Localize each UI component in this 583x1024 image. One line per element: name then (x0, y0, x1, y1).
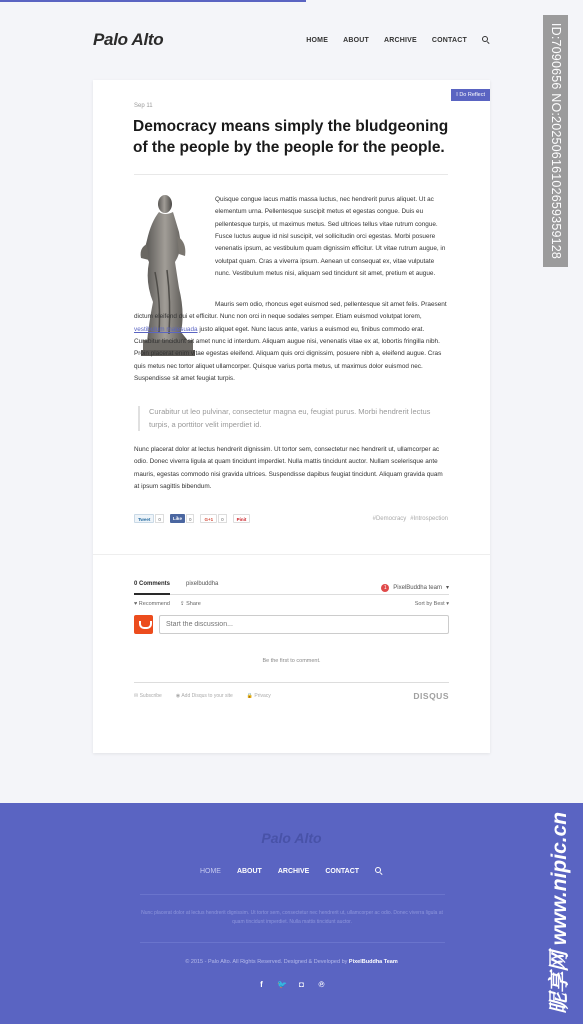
footer-divider (140, 894, 445, 895)
user-name[interactable]: PixelBuddha team (393, 584, 442, 591)
footer-nav-about[interactable]: ABOUT (236, 867, 262, 875)
instagram-icon[interactable]: ◘ (299, 980, 304, 989)
site-header (93, 28, 490, 54)
privacy-link[interactable] (247, 693, 271, 699)
tweet-button[interactable]: Tweet (134, 514, 154, 523)
add-disqus-label: Add Disqus to your site (181, 693, 233, 699)
tab-community[interactable]: pixelbuddha (186, 581, 219, 587)
mail-icon: ✉ (134, 693, 139, 699)
recommend-label: Recommend (138, 601, 170, 607)
category-badge[interactable]: I Do Reflect (451, 89, 490, 101)
post-title: Democracy means simply the bludgeoning of the people by the people for the people. (133, 118, 449, 156)
heart-icon: ♥ (134, 601, 138, 607)
post-paragraph-2 (134, 299, 448, 385)
tag-democracy[interactable]: #Democracy (372, 516, 407, 522)
disqus-comments (134, 581, 449, 701)
search-icon[interactable] (482, 36, 490, 44)
disqus-icon: ◉ (175, 693, 181, 699)
pinit-button[interactable]: Pinit (233, 514, 251, 523)
user-menu[interactable] (381, 581, 449, 594)
post-paragraph-1: Quisque congue lacus mattis massa luctus, nec hendrerit purus aliquet. Ut ac elementum urna. Pellentesque suscipit metus et egestas congue. Duis eu pellentesque turpis, ut maximus metus. Sed ultrices tellus vitae rutrum congue. Fusce luctus augue id nisl suscipit, vel sollicitudin orci egestas. Morbi posuere venenatis ipsum, ac vestibulum quam dignissim efficitur. Ut vitae rutrum augue, in volutpat quam. Cras a viverra ipsum. Aenean ut consequat ex, vitae vulputate nunc. Vestibulum metus nisi, aliquam sed tincidunt sit amet, pretium et augue. (215, 196, 446, 278)
watermark-id-text: ID:7090656 NO:20250616102659359128 (548, 22, 563, 260)
pinterest-share[interactable] (233, 514, 251, 523)
twitter-icon[interactable]: 🐦 (277, 980, 287, 989)
post-tags (373, 516, 448, 522)
watermark-id (543, 15, 568, 267)
footer-logo[interactable]: Palo Alto (261, 830, 322, 846)
share-label: Share (186, 601, 201, 607)
copyright-text: © 2015 - Palo Alto. All Rights Reserved. Designed & Developed by (185, 959, 349, 965)
empty-comments-text: Be the first to comment. (262, 658, 321, 664)
footer-nav-home[interactable]: HOME (199, 867, 221, 875)
comment-compose (134, 615, 449, 634)
site-footer (0, 803, 583, 1024)
social-links (0, 980, 583, 989)
gplus-share[interactable] (200, 514, 226, 523)
nav-about[interactable]: ABOUT (343, 36, 369, 44)
nav-contact[interactable]: CONTACT (431, 36, 467, 44)
avatar (134, 615, 153, 634)
blockquote: Curabitur ut leo pulvinar, consectetur magna eu, feugiat purus. Morbi hendrerit lectus turpis, a porttitor velit imperdiet id. (138, 406, 438, 431)
sort-dropdown[interactable]: Sort by Best ▾ (414, 601, 449, 607)
comment-actions (134, 601, 449, 607)
inline-link[interactable]: vestibulum malesuada (134, 325, 198, 333)
pinterest-icon[interactable]: ℗ (318, 980, 325, 989)
disqus-footer (134, 682, 449, 701)
recommend-button[interactable] (134, 601, 170, 607)
nav-home[interactable]: HOME (306, 36, 329, 44)
lock-icon: 🔒 (246, 693, 253, 699)
footer-text: Nunc placerat dolor at lectus hendrerit dignissim. Ut tortor sem, consectetur nec hendrerit ut, ullamcorper ac odio. Donec viverra ligula at quam tincidunt imperdiet. Nulla mattis tincidunt auctor. (141, 910, 443, 925)
chevron-down-icon[interactable]: ▾ (445, 585, 449, 591)
search-icon[interactable] (375, 867, 383, 875)
footer-nav-archive[interactable]: ARCHIVE (277, 867, 310, 875)
site-logo[interactable]: Palo Alto (93, 30, 164, 49)
tab-comments[interactable]: 0 Comments (134, 581, 170, 595)
watermark-site-text: 昵享网 www.nipic.cn (548, 811, 571, 1014)
add-disqus-link[interactable] (176, 693, 233, 699)
footer-nav (0, 867, 583, 875)
like-button[interactable]: Like (170, 514, 185, 523)
top-progress-bar (0, 0, 306, 2)
footer-nav-contact[interactable]: CONTACT (325, 867, 360, 875)
watermark-site (538, 805, 578, 1020)
subscribe-label: Subscribe (139, 693, 162, 699)
comment-input[interactable] (159, 615, 449, 634)
privacy-label: Privacy (254, 693, 271, 699)
share-icon: ⇪ (179, 601, 185, 607)
gplus-count: 0 (218, 514, 227, 523)
share-button[interactable] (180, 601, 201, 607)
paragraph-text: Mauris sem odio, rhoncus eget euismod sed, pellentesque sit amet felis. Praesent dictum eleifend dui et efficitur. Nunc non orci in neque sodales semper. Etiam euismod volutpat lorem, (134, 301, 447, 321)
gplus-button[interactable]: G+1 (200, 514, 217, 523)
paragraph-text: justo aliquet eget. Nunc lacus ante, varius a euismod eu, finibus commodo erat. Curabitur tincidunt sit amet nunc id interdum. Aliquam augue nisi, venenatis vitae ex at, lobortis fringilla nibh. Proin placerat enim vitae egestas eleifend. Aliquam quis orci dignissim, posuere nibh a, eleifend augue. Cras quis metus nec tortor aliquet ullamcorper. Quisque varius porta metus, ut maximus dolor euismod nec. Suspendisse sit amet feugiat turpis. (134, 325, 442, 383)
like-count: 0 (186, 514, 195, 523)
post-date: Sep 11 (134, 103, 153, 109)
post-paragraph-3: Nunc placerat dolor at lectus hendrerit dignissim. Ut tortor sem, consectetur nec hendrerit ut, ullamcorper ac odio. Donec viverra ligula at quam tincidunt imperdiet. Nulla mattis tincidunt auctor. Nullam scelerisque ante mauris, egestas commodo nisi gravida ultrices. Suspendisse dapibus feugiat tincidunt. Aliquam gravida quam at ipsum sagittis bibendum. (134, 446, 443, 491)
sort-label: Sort by Best (414, 601, 445, 607)
tag-introspection[interactable]: #Introspection (410, 516, 448, 522)
tweet-count: 0 (155, 514, 164, 523)
subscribe-link[interactable] (134, 693, 162, 699)
footer-divider (140, 942, 445, 943)
tweet-share[interactable] (134, 514, 164, 523)
facebook-icon[interactable]: f (260, 980, 263, 989)
credit-link[interactable]: PixelBuddha Team (348, 959, 398, 965)
disqus-logo[interactable]: DISQUS (413, 691, 449, 701)
nav-archive[interactable]: ARCHIVE (383, 36, 417, 44)
comment-tabs (134, 581, 449, 595)
post-card (93, 80, 490, 753)
footer-copyright (0, 959, 583, 965)
main-nav (306, 36, 490, 44)
share-buttons (134, 514, 250, 523)
title-divider (134, 174, 448, 175)
notification-badge[interactable]: 1 (381, 584, 389, 592)
facebook-share[interactable] (170, 514, 195, 523)
comments-divider (93, 554, 490, 555)
